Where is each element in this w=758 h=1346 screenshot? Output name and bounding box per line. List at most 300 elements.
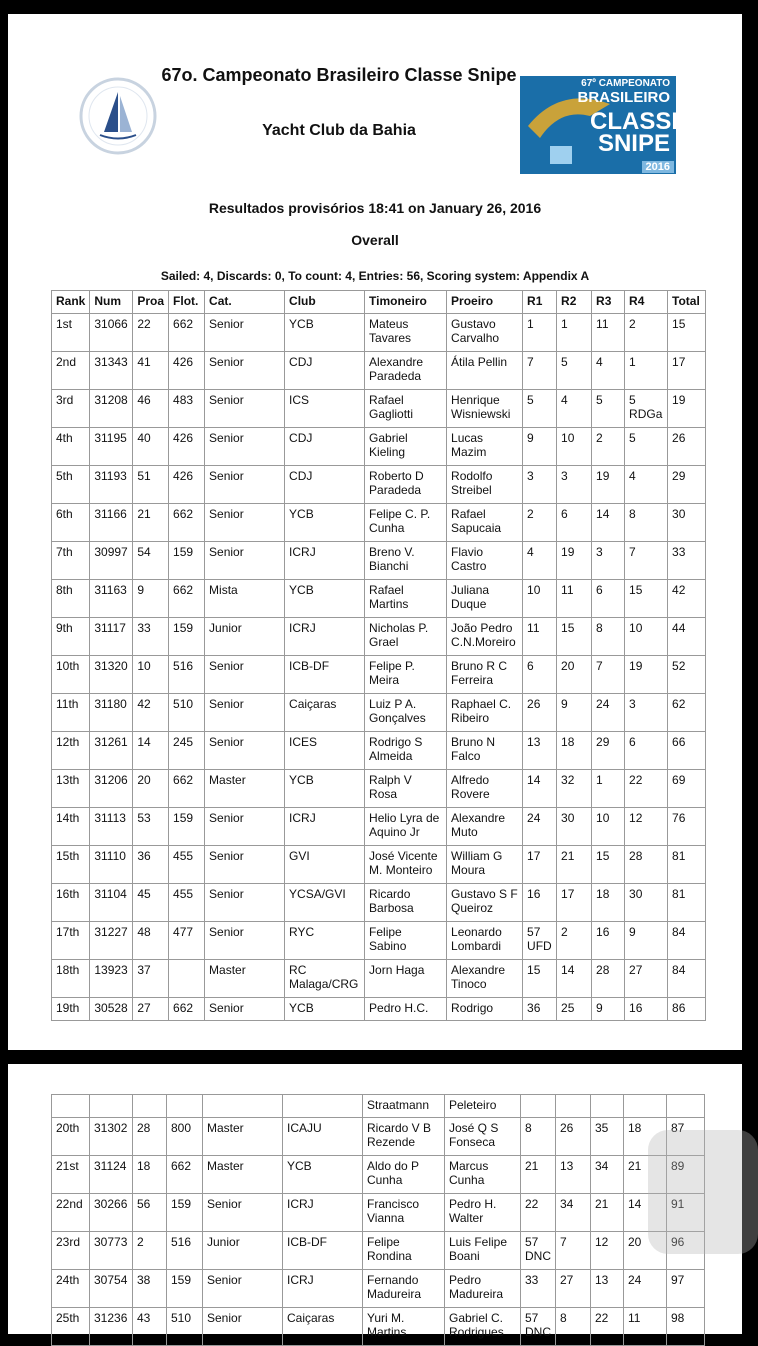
table-cell: 57 UFD [523,922,557,960]
table-cell: Senior [203,1194,283,1232]
table-cell: João Pedro C.N.Moreiro [447,618,523,656]
table-cell: Felipe Sabino [365,922,447,960]
table-cell: YCB [285,314,365,352]
results-timestamp: Resultados provisórios 18:41 on January 26, 2016 [208,200,542,216]
column-header: R1 [523,291,557,314]
table-cell: 10 [592,808,625,846]
table-cell: Caiçaras [285,694,365,732]
table-cell: 21 [133,504,169,542]
table-cell: 31206 [90,770,133,808]
table-cell: 53 [133,808,169,846]
table-cell: 8 [625,504,668,542]
table-cell: 1 [625,352,668,390]
table-cell [624,1095,667,1118]
table-cell: 26 [668,428,706,466]
table-cell: 42 [133,694,169,732]
table-cell: 54 [133,542,169,580]
table-cell: 245 [169,732,205,770]
table-cell: 13th [52,770,90,808]
table-cell: 29 [668,466,706,504]
table-cell: Senior [205,732,285,770]
table-cell: Ricardo Barbosa [365,884,447,922]
table-cell: 17th [52,922,90,960]
table-cell: Master [205,960,285,998]
table-cell: 35 [591,1118,624,1156]
table-cell [52,1095,90,1118]
table-cell: 30754 [90,1270,133,1308]
table-cell: Peleteiro [445,1095,521,1118]
table-cell: Mista [205,580,285,618]
table-cell: Bruno R C Ferreira [447,656,523,694]
table-cell: 13 [591,1270,624,1308]
table-cell: Rafael Gagliotti [365,390,447,428]
table-cell: Senior [205,846,285,884]
table-cell: 7 [592,656,625,694]
table-cell: 33 [133,618,169,656]
table-cell: 31343 [90,352,133,390]
table-cell: 38 [133,1270,167,1308]
table-cell: 455 [169,884,205,922]
table-cell: 91 [667,1194,705,1232]
table-cell [556,1095,591,1118]
table-cell: 51 [133,466,169,504]
table-cell: 5 [523,390,557,428]
table-cell: 84 [668,922,706,960]
table-cell: GVI [285,846,365,884]
table-cell: Mateus Tavares [365,314,447,352]
table-cell: 66 [668,732,706,770]
table-cell: 3 [592,542,625,580]
table-cell: Master [205,770,285,808]
table-cell: 15th [52,846,90,884]
table-cell: 45 [133,884,169,922]
table-cell: 11th [52,694,90,732]
column-header: R4 [625,291,668,314]
table-cell: 1 [557,314,592,352]
table-cell: 30773 [90,1232,133,1270]
table-cell: 21 [557,846,592,884]
column-header: Proeiro [447,291,523,314]
table-cell: Master [203,1156,283,1194]
table-row [52,466,706,504]
table-cell: 455 [169,846,205,884]
table-cell: 33 [521,1270,556,1308]
column-header: Timoneiro [365,291,447,314]
table-cell [667,1095,705,1118]
table-cell: 4 [625,466,668,504]
table-cell: ICRJ [283,1194,363,1232]
table-cell: 28 [592,960,625,998]
table-cell: Senior [203,1270,283,1308]
table-cell: 31110 [90,846,133,884]
table-cell: 16 [625,998,668,1021]
table-cell: 97 [667,1270,705,1308]
table-cell: 6 [523,656,557,694]
table-cell: 5 [557,352,592,390]
table-cell: 19 [592,466,625,504]
table-cell: 3rd [52,390,90,428]
table-cell: 19th [52,998,90,1021]
table-cell: 9 [625,922,668,960]
table-cell: ICRJ [283,1270,363,1308]
table-cell [203,1095,283,1118]
table-row [52,656,706,694]
table-cell: 31193 [90,466,133,504]
table-cell: 40 [133,428,169,466]
table-row [52,770,706,808]
table-cell: 10 [523,580,557,618]
table-cell: 41 [133,352,169,390]
table-row [52,1270,705,1308]
table-cell: 31208 [90,390,133,428]
table-cell: 4th [52,428,90,466]
table-cell: RC Malaga/CRG [285,960,365,998]
table-cell: Rodrigo S Almeida [365,732,447,770]
table-cell: 69 [668,770,706,808]
table-row [52,1118,705,1156]
table-cell: 17 [523,846,557,884]
table-cell: 516 [169,656,205,694]
table-cell [283,1095,363,1118]
table-cell: Caiçaras [283,1308,363,1346]
table-cell: 2 [133,1232,167,1270]
column-header: Proa [133,291,169,314]
table-cell: 89 [667,1156,705,1194]
table-cell: 76 [668,808,706,846]
logo-year: 2016 [642,161,674,173]
column-header: R2 [557,291,592,314]
table-cell: Senior [205,656,285,694]
column-header: Rank [52,291,90,314]
table-header-row [52,291,706,314]
scoring-summary: Sailed: 4, Discards: 0, To count: 4, Entries: 56, Scoring system: Appendix A [160,269,590,283]
column-header: Total [668,291,706,314]
table-cell: Ricardo V B Rezende [363,1118,445,1156]
table-cell: 13 [556,1156,591,1194]
results-table [51,290,706,1021]
table-cell: Luis Felipe Boani [445,1232,521,1270]
table-cell: YCSA/GVI [285,884,365,922]
championship-logo [520,76,688,174]
table-cell: Yuri M. Martins [363,1308,445,1346]
table-cell: 11 [624,1308,667,1346]
table-cell: Straatmann [363,1095,445,1118]
table-cell: 98 [667,1308,705,1346]
table-row [52,542,706,580]
table-cell: 10 [557,428,592,466]
table-cell: 31180 [90,694,133,732]
table-cell: 12th [52,732,90,770]
table-cell: 28 [133,1118,167,1156]
table-cell: 33 [668,542,706,580]
table-cell: 31166 [90,504,133,542]
table-cell: 4 [557,390,592,428]
table-cell: Senior [205,922,285,960]
table-cell: Aldo do P Cunha [363,1156,445,1194]
table-cell: 26 [556,1118,591,1156]
table-cell: 21 [624,1156,667,1194]
table-cell: 32 [557,770,592,808]
section-title: Overall [351,232,399,248]
table-cell: 5th [52,466,90,504]
table-cell: 34 [591,1156,624,1194]
table-cell: Rodrigo [447,998,523,1021]
table-cell: Nicholas P. Grael [365,618,447,656]
table-cell: 5 RDGa [625,390,668,428]
table-cell: 44 [668,618,706,656]
table-cell: Alexandre Tinoco [447,960,523,998]
table-cell: 31066 [90,314,133,352]
table-row [52,1308,705,1346]
table-cell: 662 [169,580,205,618]
table-cell: 14th [52,808,90,846]
table-cell: Felipe P. Meira [365,656,447,694]
table-cell: 2 [592,428,625,466]
table-cell: 22nd [52,1194,90,1232]
table-cell: Pedro H.C. [365,998,447,1021]
table-cell: YCB [285,580,365,618]
table-cell: 31236 [90,1308,133,1346]
table-row [52,314,706,352]
table-cell: Junior [203,1232,283,1270]
table-cell: Senior [205,466,285,504]
table-cell: 11 [592,314,625,352]
table-row [52,732,706,770]
table-cell: 800 [167,1118,203,1156]
table-cell: 19 [625,656,668,694]
table-row [52,922,706,960]
table-cell: Alexandre Muto [447,808,523,846]
assistive-touch-button[interactable] [648,1130,758,1254]
table-cell: 30 [668,504,706,542]
table-cell: Felipe C. P. Cunha [365,504,447,542]
table-cell: 159 [169,618,205,656]
table-cell: 483 [169,390,205,428]
table-cell: 16 [592,922,625,960]
table-cell: 3 [523,466,557,504]
table-cell: 20 [133,770,169,808]
table-cell: Átila Pellin [447,352,523,390]
table-cell: 46 [133,390,169,428]
table-cell [521,1095,556,1118]
table-cell: 7 [556,1232,591,1270]
results-page-2 [8,1064,742,1339]
table-cell: 17 [557,884,592,922]
table-cell: Luiz P A. Gonçalves [365,694,447,732]
table-cell: 56 [133,1194,167,1232]
table-cell: YCB [285,504,365,542]
table-cell: 14 [592,504,625,542]
table-cell [133,1095,167,1118]
table-cell: Senior [205,884,285,922]
table-cell: 662 [169,998,205,1021]
table-cell: 662 [169,504,205,542]
table-cell: 21st [52,1156,90,1194]
table-cell: Master [203,1118,283,1156]
table-cell: 18 [133,1156,167,1194]
table-cell: 27 [556,1270,591,1308]
table-cell: 14 [557,960,592,998]
table-cell: 7 [523,352,557,390]
table-cell: Bruno N Falco [447,732,523,770]
table-row [52,1095,705,1118]
table-cell: 662 [169,314,205,352]
table-cell: Senior [205,352,285,390]
table-cell: 5 [625,428,668,466]
table-cell: 3 [625,694,668,732]
table-cell: 16th [52,884,90,922]
table-cell: 9 [133,580,169,618]
table-cell: 25 [557,998,592,1021]
table-cell: 1st [52,314,90,352]
table-cell: 8 [556,1308,591,1346]
table-cell: 10 [133,656,169,694]
table-row [52,504,706,542]
table-cell: 36 [523,998,557,1021]
table-cell: 10th [52,656,90,694]
table-row [52,1194,705,1232]
table-cell: 31117 [90,618,133,656]
table-cell: Jorn Haga [365,960,447,998]
table-cell: 29 [592,732,625,770]
table-cell: 2 [625,314,668,352]
table-cell: 24 [592,694,625,732]
table-cell: 37 [133,960,169,998]
table-cell: 13923 [90,960,133,998]
table-cell: 26 [523,694,557,732]
table-cell: Raphael C. Ribeiro [447,694,523,732]
table-cell: 14 [133,732,169,770]
table-cell: 19 [557,542,592,580]
table-cell: ICS [285,390,365,428]
table-cell: ICAJU [283,1118,363,1156]
table-cell: Leonardo Lombardi [447,922,523,960]
table-cell: 6 [592,580,625,618]
table-cell: 510 [167,1308,203,1346]
table-cell: 31113 [90,808,133,846]
table-cell [591,1095,624,1118]
table-cell: Alexandre Paradeda [365,352,447,390]
table-cell: Pedro Madureira [445,1270,521,1308]
table-cell: 11 [557,580,592,618]
table-cell: 27 [625,960,668,998]
table-cell: 4 [523,542,557,580]
table-cell: Senior [205,694,285,732]
table-cell: 52 [668,656,706,694]
table-cell: William G Moura [447,846,523,884]
table-cell: ICB-DF [283,1232,363,1270]
table-cell: 426 [169,466,205,504]
table-cell: 477 [169,922,205,960]
table-cell: Senior [205,428,285,466]
table-cell: Flavio Castro [447,542,523,580]
table-cell: 2 [523,504,557,542]
table-cell: Senior [203,1308,283,1346]
table-cell: Rafael Martins [365,580,447,618]
table-cell: 2 [557,922,592,960]
table-cell: 43 [133,1308,167,1346]
table-cell: 4 [592,352,625,390]
table-cell: 18 [624,1118,667,1156]
table-cell: 22 [133,314,169,352]
table-cell: Senior [205,998,285,1021]
table-cell: Francisco Vianna [363,1194,445,1232]
table-cell: Senior [205,542,285,580]
table-cell: CDJ [285,352,365,390]
table-cell [169,960,205,998]
table-cell: 8th [52,580,90,618]
table-cell: 20 [624,1232,667,1270]
table-cell: 21 [521,1156,556,1194]
table-cell: 17 [668,352,706,390]
table-cell: 159 [169,808,205,846]
table-cell: 9 [523,428,557,466]
table-cell: 87 [667,1118,705,1156]
table-cell: Lucas Mazim [447,428,523,466]
table-cell: Breno V. Bianchi [365,542,447,580]
table-cell: 28 [625,846,668,884]
table-cell: 15 [557,618,592,656]
table-cell: 24th [52,1270,90,1308]
table-cell: ICRJ [285,618,365,656]
table-cell: 9 [592,998,625,1021]
table-cell: CDJ [285,466,365,504]
yacht-club-logo [78,76,158,156]
table-cell: 31195 [90,428,133,466]
table-row [52,352,706,390]
table-cell: Roberto D Paradeda [365,466,447,504]
table-cell: 7th [52,542,90,580]
table-row [52,808,706,846]
column-header: Num [90,291,133,314]
table-row [52,580,706,618]
table-cell: 3 [557,466,592,504]
table-cell: 18 [557,732,592,770]
table-cell: 13 [523,732,557,770]
table-cell: 31104 [90,884,133,922]
table-cell: 9th [52,618,90,656]
table-cell: 86 [668,998,706,1021]
table-cell: 42 [668,580,706,618]
table-row [52,1156,705,1194]
column-header: Cat. [205,291,285,314]
table-cell: 31320 [90,656,133,694]
table-cell: Henrique Wisniewski [447,390,523,428]
table-row [52,618,706,656]
table-cell: 8 [521,1118,556,1156]
table-cell: 22 [625,770,668,808]
table-cell: CDJ [285,428,365,466]
table-cell: 10 [625,618,668,656]
table-cell: Ralph V Rosa [365,770,447,808]
table-row [52,998,706,1021]
logo-line-3: CLASSE SNIPE [590,108,688,157]
column-header: R3 [592,291,625,314]
table-cell: 30 [625,884,668,922]
table-cell: Gabriel Kieling [365,428,447,466]
table-cell: 21 [591,1194,624,1232]
table-cell: RYC [285,922,365,960]
table-cell: 81 [668,846,706,884]
logo-line-2: BRASILEIRO [577,89,670,106]
table-cell: 12 [591,1232,624,1270]
table-cell: 84 [668,960,706,998]
table-cell: ICRJ [285,542,365,580]
table-cell: 48 [133,922,169,960]
table-cell: 57 DNC [521,1232,556,1270]
table-cell: ICRJ [285,808,365,846]
table-cell: ICB-DF [285,656,365,694]
